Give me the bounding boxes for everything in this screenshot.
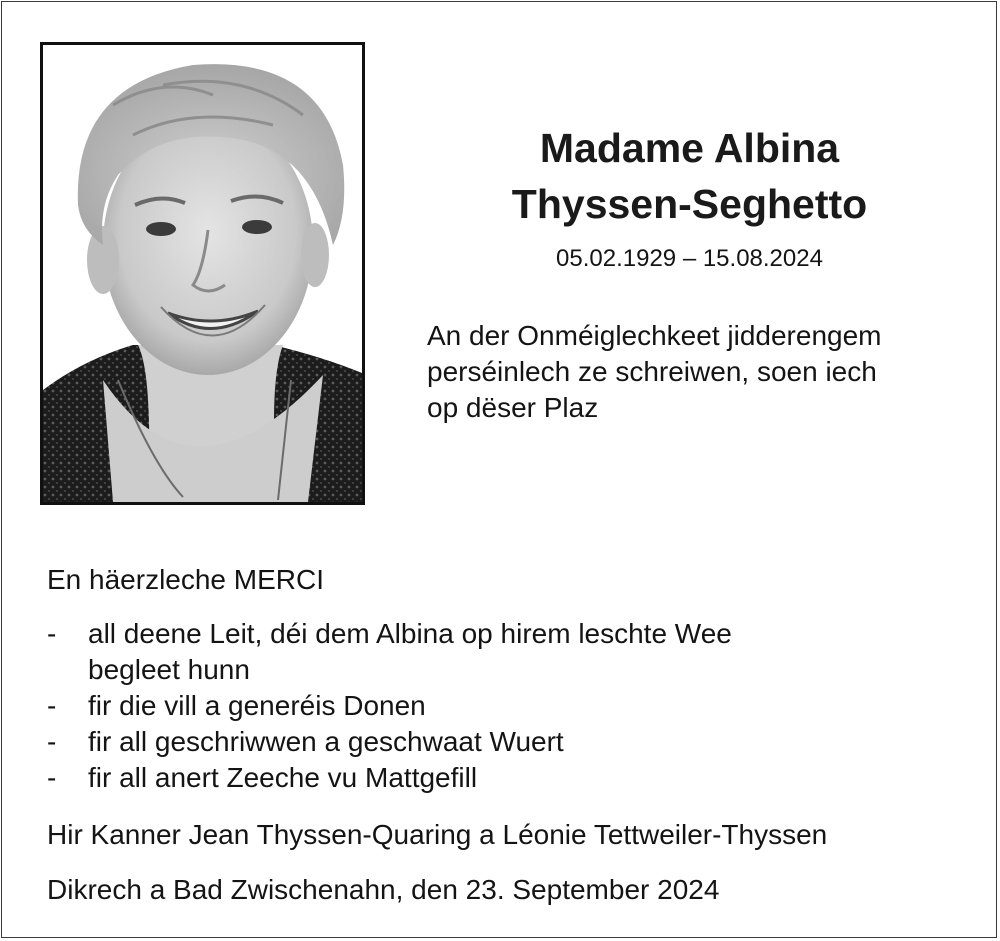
place-and-date: Dikrech a Bad Zwischenahn, den 23. September 2024: [47, 874, 720, 905]
portrait-image: [43, 45, 362, 502]
dash-bullet: -: [47, 618, 57, 649]
list-item-line: all deene Leit, déi dem Albina op hirem leschte Wee: [88, 618, 732, 649]
deceased-name-line-1: Madame Albina: [539, 125, 840, 171]
list-item-text: fir all anert Zeeche vu Mattgefill: [88, 762, 478, 793]
dash-bullet: -: [47, 690, 57, 721]
deceased-name: [422, 120, 957, 232]
intro-line: An der Onméiglechkeet jidderengem: [427, 320, 882, 351]
dash-bullet: -: [47, 762, 57, 793]
list-item-line: begleet hunn: [88, 654, 250, 685]
list-item-text: fir die vill a generéis Donen: [88, 690, 426, 721]
intro-line: op dëser Plaz: [427, 392, 599, 423]
obituary-card: [1, 1, 997, 938]
list-item-text: [88, 616, 947, 688]
merci-heading: En häerzleche MERCI: [47, 564, 325, 595]
life-dates: 05.02.1929 – 15.08.2024: [556, 245, 823, 272]
deceased-name-line-2: Thyssen-Seghetto: [511, 181, 868, 227]
list-item: [47, 616, 947, 688]
intro-text: [427, 318, 987, 426]
portrait-photo: [40, 42, 365, 505]
list-item-text: fir all geschriwwen a geschwaat Wuert: [88, 726, 564, 757]
children-signature: Hir Kanner Jean Thyssen-Quaring a Léonie Tettweiler-Thyssen: [47, 819, 828, 850]
list-item: [47, 688, 947, 724]
dash-bullet: -: [47, 726, 57, 757]
list-item: [47, 760, 947, 796]
thanks-list: [47, 616, 947, 796]
intro-line: perséinlech ze schreiwen, soen iech: [427, 356, 877, 387]
list-item: [47, 724, 947, 760]
